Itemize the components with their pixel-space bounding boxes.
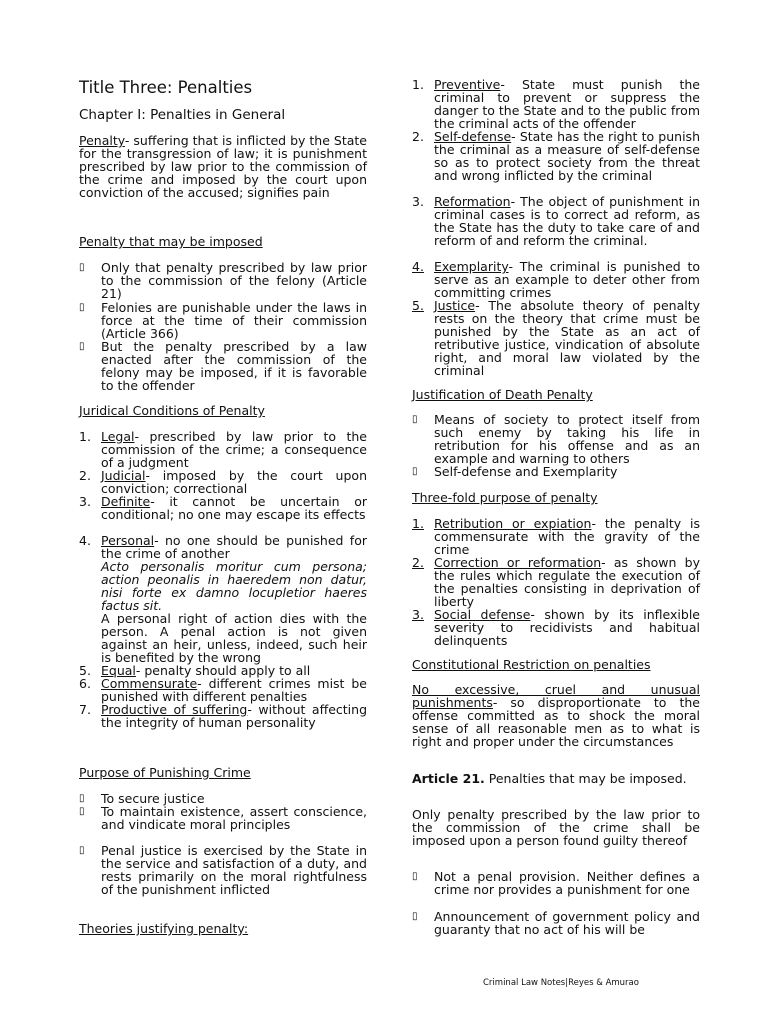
page-title: Title Three: Penalties: [79, 78, 253, 97]
list-item: 3. Reformation- The object of punishment in criminal cases is to correct ad reform, as the State has the duty to take care of and reform of and reform the criminal.: [412, 194, 700, 248]
article-21-heading: Article 21. Penalties that may be imposed.: [412, 771, 687, 786]
constitutional-text: No excessive, cruel and unusual punishments- so disproportionate to the offense committed as to shock the moral sense of all reasonable men as to what is right and proper under the circumstances: [412, 682, 700, 749]
list-item: ▯ Only that penalty prescribed by law prior to the commission of the felony (Article 21): [79, 260, 367, 301]
penalty-term: Penalty: [79, 133, 125, 148]
penalty-text: - suffering that is inflicted by the State for the transgression of law; it is punishment prescribed by law prior to the commission of the crime and imposed by the court upon conviction of the accused; signifies pain: [79, 133, 367, 200]
bullet-icon: ▯: [79, 302, 85, 313]
section-heading-juridical: Juridical Conditions of Penalty: [79, 403, 265, 418]
bullet-icon: ▯: [412, 911, 418, 922]
list-item: ▯ Penal justice is exercised by the State in the service and satisfaction of a duty, and rests primarily on the moral rightfulness of the punishment inflicted: [79, 843, 367, 897]
list-item: 1. Retribution or expiation- the penalty is commensurate with the gravity of the crime: [412, 516, 700, 557]
list-item: ▯ Self-defense and Exemplarity: [412, 464, 618, 479]
list-item: 5. Equal- penalty should apply to all: [79, 663, 311, 678]
chapter-heading: Chapter I: Penalties in General: [79, 107, 286, 123]
penalty-definition: [79, 134, 367, 199]
bullet-icon: ▯: [79, 262, 85, 273]
list-item: 5. Justice- The absolute theory of penalty rests on the theory that crime must be punished by the State as an act of retributive justice, vindication of absolute right, and moral law violated by the criminal: [412, 298, 700, 378]
section-heading-threefold: Three-fold purpose of penalty: [412, 490, 598, 505]
bullet-icon: ▯: [79, 341, 85, 352]
list-item: ▯ But the penalty prescribed by a law enacted after the commission of the felony may be imposed, if it is favorable to the offender: [79, 339, 367, 393]
section-heading-theories: Theories justifying penalty:: [79, 921, 249, 936]
list-item: 3. Social defense- shown by its inflexible severity to recidivists and habitual delinquents: [412, 607, 700, 648]
list-item: 2. Self-defense- State has the right to punish the criminal as a measure of self-defense so as to protect society from the threat and wrong inflicted by the criminal: [412, 129, 700, 183]
list-item: 4. Personal- no one should be punished for the crime of another Acto personalis moritur cum persona; action peonalis in haeredem non datur, nisi forte ex damno locupletior haeres factus sit. A personal right of action dies with the person. A penal action is not given against an heir, unless, indeed, such heir is benefited by the wrong: [79, 533, 367, 665]
list-item: 6. Commensurate- different crimes mist be punished with different penalties: [79, 676, 367, 704]
list-item: ▯ To secure justice: [79, 791, 205, 806]
bullet-icon: ▯: [412, 414, 418, 425]
list-item: 1. Legal- prescribed by law prior to the commission of the crime; a consequence of a judgment: [79, 429, 367, 470]
section-heading-constitutional: Constitutional Restriction on penalties: [412, 657, 651, 672]
list-item: 7. Productive of suffering- without affecting the integrity of human personality: [79, 702, 367, 730]
bullet-icon: ▯: [412, 466, 418, 477]
bullet-icon: ▯: [79, 806, 85, 817]
list-item: 2. Correction or reformation- as shown by the rules which regulate the execution of the penalties consisting in deprivation of liberty: [412, 555, 700, 609]
section-heading-imposed: Penalty that may be imposed: [79, 234, 263, 249]
list-item: 1. Preventive- State must punish the criminal to prevent or suppress the danger to the State and to the public from the criminal acts of the offender: [412, 77, 700, 131]
section-heading-death-penalty: Justification of Death Penalty: [412, 387, 593, 402]
bullet-icon: ▯: [412, 871, 418, 882]
list-item: ▯ Announcement of government policy and guaranty that no act of his will be: [412, 909, 700, 937]
section-heading-purpose: Purpose of Punishing Crime: [79, 765, 251, 780]
page-footer: Criminal Law Notes|Reyes & Amurao: [483, 978, 639, 988]
list-item: 2. Judicial- imposed by the court upon conviction; correctional: [79, 468, 367, 496]
list-item: ▯ Not a penal provision. Neither defines a crime nor provides a punishment for one: [412, 869, 700, 897]
list-item: ▯ Means of society to protect itself from such enemy by taking his life in retribution for his offense and as an example and warning to others: [412, 412, 700, 466]
list-item: ▯ To maintain existence, assert conscience, and vindicate moral principles: [79, 804, 367, 832]
bullet-icon: ▯: [79, 793, 85, 804]
bullet-icon: ▯: [79, 845, 85, 856]
list-item: ▯ Felonies are punishable under the laws in force at the time of their commission (Article 366): [79, 300, 367, 341]
latin-maxim: Acto personalis moritur cum persona; action peonalis in haeredem non datur, nisi forte ex damno locupletior haeres factus sit.: [101, 559, 367, 613]
article-21-body: Only penalty prescribed by the law prior to the commission of the crime shall be imposed upon a person found guilty thereof: [412, 807, 700, 848]
list-item: 3. Definite- it cannot be uncertain or conditional; no one may escape its effects: [79, 494, 367, 522]
list-item: 4. Exemplarity- The criminal is punished to serve as an example to deter other from committing crimes: [412, 259, 700, 300]
